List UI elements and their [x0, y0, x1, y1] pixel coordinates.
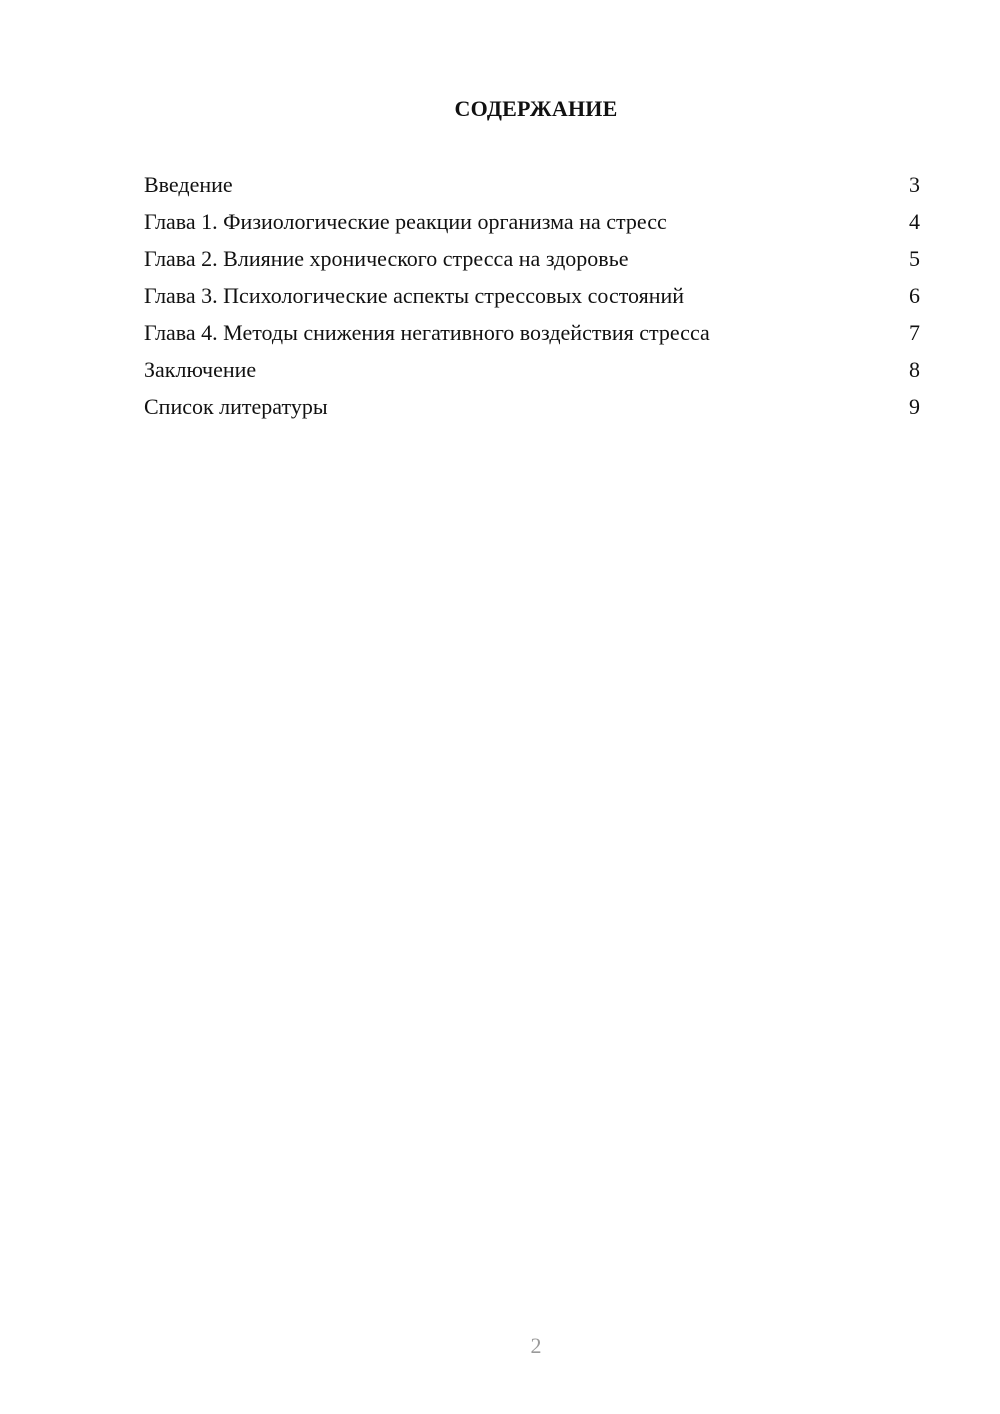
toc-entry-references: [144, 393, 920, 430]
toc-entry-title: Заключение: [144, 357, 257, 382]
toc-entry-title: Глава 3. Психологические аспекты стрессовых состояний: [144, 283, 685, 308]
toc-entry-page-number: 9: [909, 394, 920, 419]
toc-entry-page-number: 7: [909, 320, 920, 345]
toc-entry-chapter-2: [144, 245, 920, 282]
toc-entry-title: Список литературы: [144, 394, 328, 419]
toc-entry-page-number: 6: [909, 283, 920, 308]
toc-entry-title: Введение: [144, 172, 233, 197]
toc-entry-conclusion: [144, 356, 920, 393]
table-of-contents: [144, 171, 920, 430]
toc-entry-title: Глава 2. Влияние хронического стресса на здоровье: [144, 246, 629, 271]
toc-entry-title: Глава 1. Физиологические реакции организма на стресс: [144, 209, 667, 234]
toc-entry-chapter-4: [144, 319, 920, 356]
toc-heading: СОДЕРЖАНИЕ: [454, 96, 618, 121]
toc-entry-chapter-3: [144, 282, 920, 319]
toc-entry-page-number: 8: [909, 357, 920, 382]
toc-entry-introduction: [144, 171, 920, 208]
page-footer-number: 2: [530, 1333, 542, 1358]
toc-entry-page-number: 5: [909, 246, 920, 271]
toc-entry-page-number: 4: [909, 209, 920, 234]
toc-entry-title: Глава 4. Методы снижения негативного воздействия стресса: [144, 320, 710, 345]
toc-entry-chapter-1: [144, 208, 920, 245]
toc-entry-page-number: 3: [909, 172, 920, 197]
